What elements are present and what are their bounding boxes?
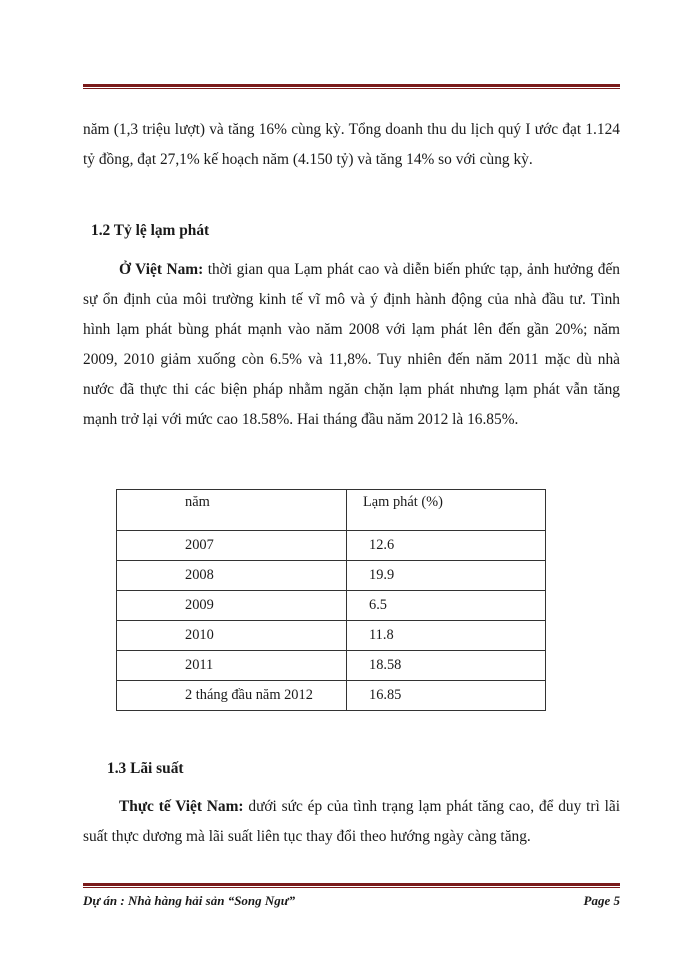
paragraph-body: dưới sức ép của tình trạng lạm phát tăng cao, để duy trì lãi suất thực dương mà lãi suất liên tục thay đổi theo hướng ngày càng tăng. xyxy=(83,798,620,845)
lead-text: Thực tế Việt Nam: xyxy=(119,798,244,815)
paragraph-inflation xyxy=(83,255,620,435)
table-row xyxy=(117,591,546,621)
footer-rule xyxy=(83,883,620,888)
table-row xyxy=(117,621,546,651)
table-cell-year: 2011 xyxy=(117,651,347,681)
lead-text: Ở Việt Nam: xyxy=(119,261,204,278)
header-rule xyxy=(83,84,620,89)
table-header-year: năm xyxy=(117,490,347,531)
table-row xyxy=(117,681,546,711)
table-cell-inflation: 6.5 xyxy=(347,591,546,621)
footer-project-title: Dự án : Nhà hàng hải sản “Song Ngư” xyxy=(83,893,296,908)
inflation-table xyxy=(116,489,546,711)
table-cell-inflation: 11.8 xyxy=(347,621,546,651)
paragraph-interest xyxy=(83,792,620,852)
table-row xyxy=(117,561,546,591)
table-cell-inflation: 16.85 xyxy=(347,681,546,711)
table-cell-year: 2007 xyxy=(117,531,347,561)
table-cell-year: 2008 xyxy=(117,561,347,591)
table-cell-inflation: 19.9 xyxy=(347,561,546,591)
section-heading-interest: 1.3 Lãi suất xyxy=(107,760,184,777)
table-row xyxy=(117,651,546,681)
paragraph-body: thời gian qua Lạm phát cao và diễn biến phức tạp, ảnh hưởng đến sự ổn định của môi trường kinh tế vĩ mô và ý định hành động của nhà đầu tư. Tình hình lạm phát bùng phát mạnh vào năm 2008 với lạm phát lên đến gần 20%; năm 2009, 2010 giảm xuống còn 6.5% và 11,8%. Tuy nhiên đến năm 2011 mặc dù nhà nước đã thực thi các biện pháp nhằm ngăn chặn lạm phát nhưng lạm phát vẫn tăng mạnh trở lại với mức cao 18.58%. Hai tháng đầu năm 2012 là 16.85%. xyxy=(83,261,621,428)
table-cell-year: 2009 xyxy=(117,591,347,621)
table-cell-year: 2 tháng đầu năm 2012 xyxy=(117,681,347,711)
paragraph-tourism: năm (1,3 triệu lượt) và tăng 16% cùng kỳ. Tổng doanh thu du lịch quý I ước đạt 1.124 tỷ đồng, đạt 27,1% kế hoạch năm (4.150 tỷ) và tăng 14% so với cùng kỳ. xyxy=(83,121,620,168)
table-header-inflation: Lạm phát (%) xyxy=(347,490,546,531)
table-cell-inflation: 18.58 xyxy=(347,651,546,681)
table-row xyxy=(117,531,546,561)
section-heading-inflation: 1.2 Tỷ lệ lạm phát xyxy=(91,222,210,239)
footer-page-number: Page 5 xyxy=(583,893,620,908)
table-cell-year: 2010 xyxy=(117,621,347,651)
table-cell-inflation: 12.6 xyxy=(347,531,546,561)
table-header-row xyxy=(117,490,546,531)
